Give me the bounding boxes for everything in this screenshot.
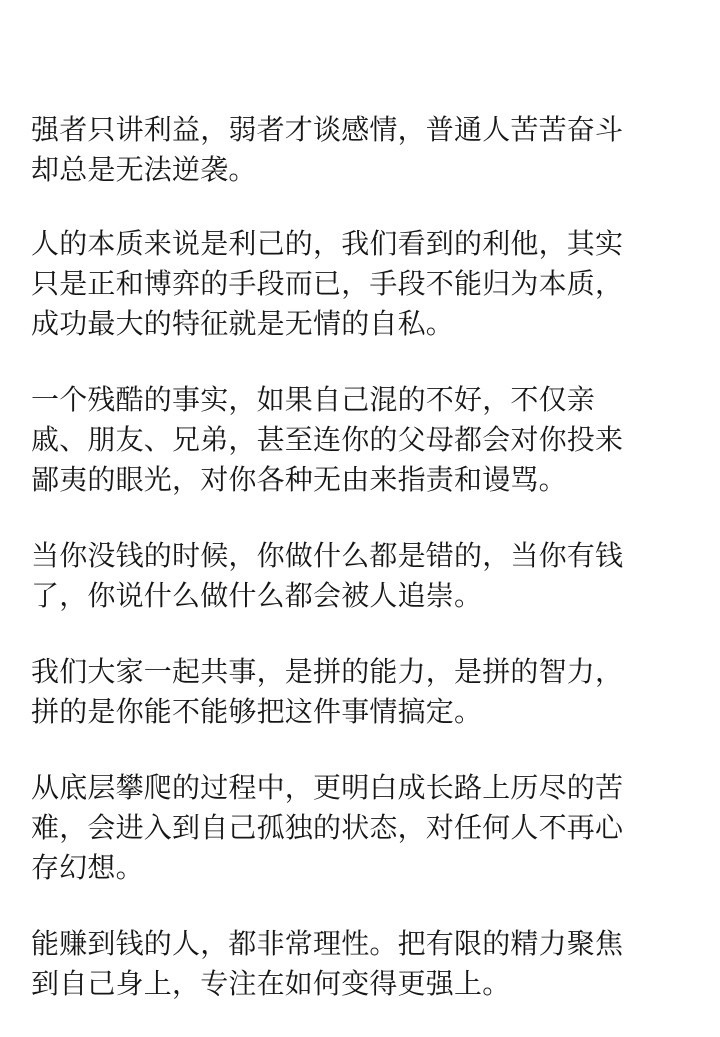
paragraph xyxy=(31,652,701,732)
text-line: 鄙夷的眼光，对你各种无由来指责和谩骂。 xyxy=(31,463,567,496)
text-line: 到自己身上，专注在如何变得更强上。 xyxy=(31,967,511,1000)
paragraph xyxy=(31,224,701,344)
text-line: 我们大家一起共事，是拼的能力，是拼的智力， xyxy=(31,655,624,688)
text-line: 能赚到钱的人，都非常理性。把有限的精力聚焦 xyxy=(31,927,624,960)
text-line: 一个残酷的事实，如果自己混的不好，不仅亲 xyxy=(31,383,596,416)
text-line: 了，你说什么做什么都会被人追崇。 xyxy=(31,579,483,612)
text-line: 却总是无法逆袭。 xyxy=(31,153,257,186)
paragraph xyxy=(31,536,701,616)
text-line: 难，会进入到自己孤独的状态，对任何人不再心 xyxy=(31,811,624,844)
paragraph xyxy=(31,768,701,888)
paragraph xyxy=(31,110,701,190)
text-line: 存幻想。 xyxy=(31,851,144,884)
text-line: 从底层攀爬的过程中，更明白成长路上历尽的苦 xyxy=(31,771,624,804)
text-line: 当你没钱的时候，你做什么都是错的，当你有钱 xyxy=(31,539,624,572)
text-line: 成功最大的特征就是无情的自私。 xyxy=(31,307,455,340)
text-line: 只是正和博弈的手段而已，手段不能归为本质， xyxy=(31,267,624,300)
text-line: 戚、朋友、兄弟，甚至连你的父母都会对你投来 xyxy=(31,423,624,456)
text-line: 拼的是你能不能够把这件事情搞定。 xyxy=(31,695,483,728)
paragraph xyxy=(31,924,701,1004)
text-line: 人的本质来说是利己的，我们看到的利他，其实 xyxy=(31,227,624,260)
text-line: 强者只讲利益，弱者才谈感情，普通人苦苦奋斗 xyxy=(31,113,624,146)
paragraph xyxy=(31,380,701,500)
